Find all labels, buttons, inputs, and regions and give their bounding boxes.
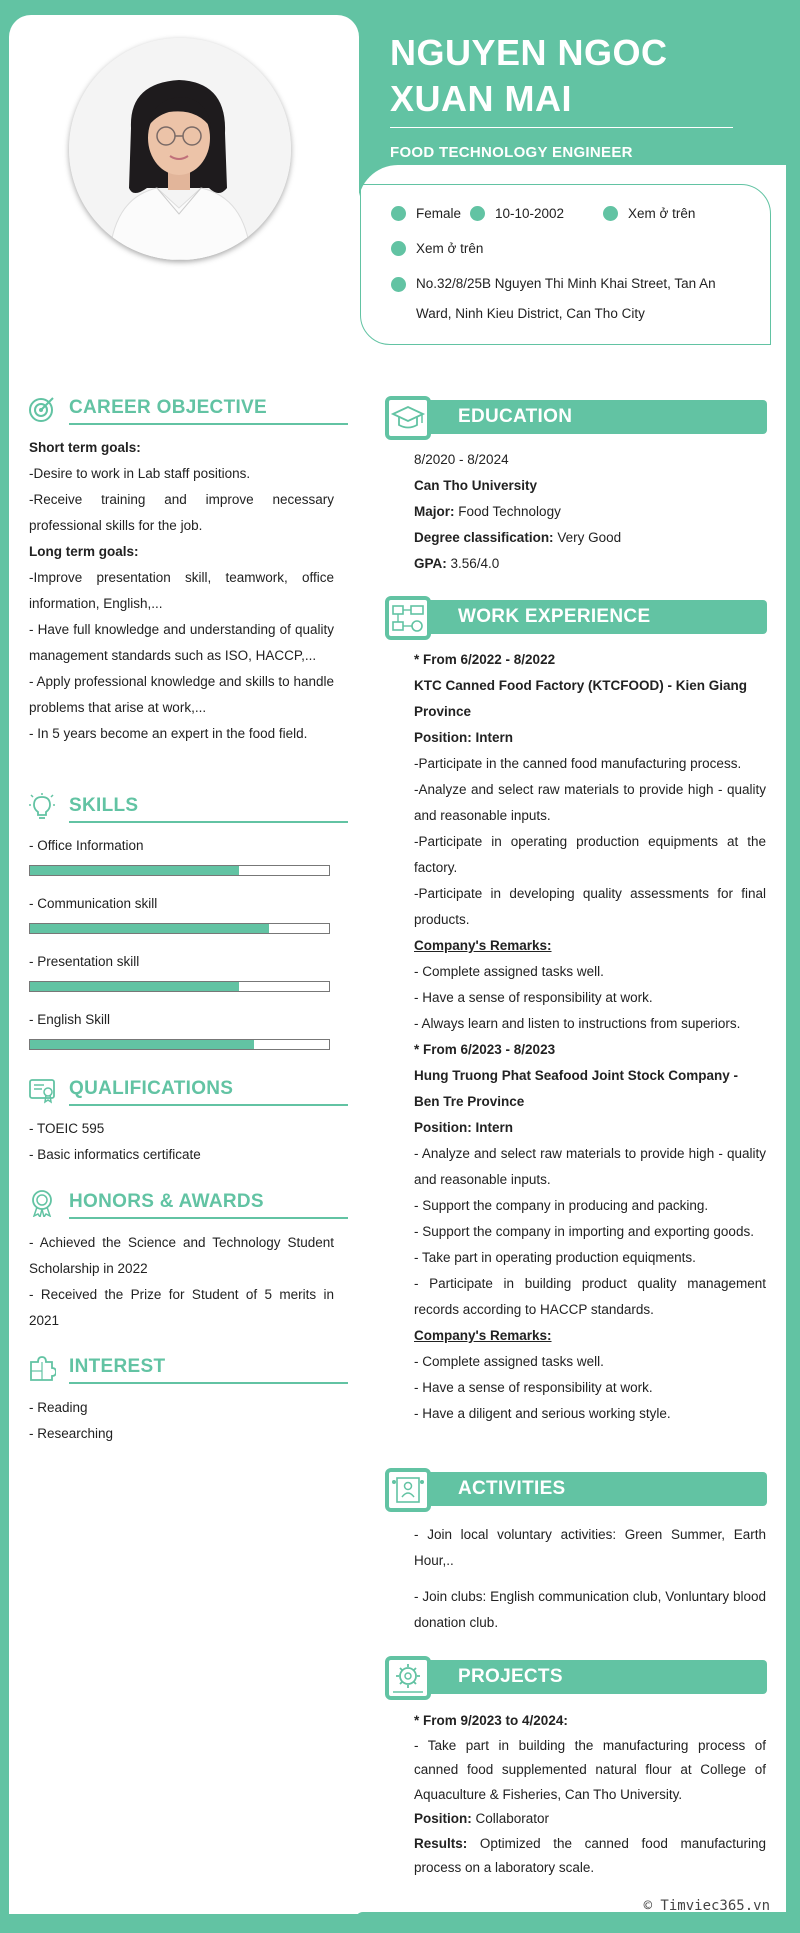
gender-item bbox=[391, 206, 461, 221]
calendar-icon bbox=[470, 206, 485, 221]
team-icon bbox=[389, 1472, 427, 1508]
skill-bar-fill bbox=[30, 866, 239, 875]
footer-brand[interactable]: © Timviec365.vn bbox=[643, 1898, 770, 1914]
gpa-label: GPA: bbox=[414, 556, 447, 571]
skill-bar bbox=[29, 865, 330, 876]
short-term-label: Short term goals: bbox=[29, 440, 141, 455]
heading-underline bbox=[69, 821, 348, 823]
address-item bbox=[391, 276, 716, 329]
address-line-1: No.32/8/25B Nguyen Thi Minh Khai Street, Tan An bbox=[416, 276, 716, 291]
puzzle-icon bbox=[28, 1354, 56, 1382]
project-description: - Take part in building the manufacturing process of canned food supplemented natural flour at College of Aquaculture & Fisheries, Can Tho University. bbox=[414, 1737, 766, 1802]
list-item: - Received the Prize for Student of 5 merits in 2021 bbox=[29, 1287, 334, 1328]
icon-frame bbox=[385, 1656, 431, 1700]
work-experience-title: WORK EXPERIENCE bbox=[458, 606, 651, 627]
skill-bar-fill bbox=[30, 982, 239, 991]
full-name bbox=[390, 30, 740, 122]
bottom-tab bbox=[355, 1912, 800, 1933]
list-item: - Researching bbox=[29, 1426, 114, 1441]
job-duty: - Support the company in producing and packing. bbox=[414, 1198, 709, 1213]
degree-label: Degree classification: bbox=[414, 530, 554, 545]
job-duty: -Participate in the canned food manufacturing process. bbox=[414, 756, 742, 771]
gpa-value: 3.56/4.0 bbox=[446, 556, 500, 571]
target-icon bbox=[28, 395, 56, 423]
job-duty: - Analyze and select raw materials to provide high - quality and reasonable inputs. bbox=[414, 1146, 766, 1187]
list-item: - Join local voluntary activities: Green Summer, Earth Hour,.. bbox=[414, 1527, 766, 1568]
gender-value: Female bbox=[416, 206, 462, 221]
education-heading bbox=[385, 396, 767, 436]
job-position: Position: Intern bbox=[414, 1120, 513, 1135]
remark: - Have a sense of responsibility at work. bbox=[414, 1380, 653, 1395]
interest-title: INTEREST bbox=[69, 1356, 166, 1377]
icon-frame bbox=[385, 396, 431, 440]
project-results-label: Results: bbox=[414, 1835, 468, 1851]
address-line-2: Ward, Ninh Kieu District, Can Tho City bbox=[416, 306, 645, 321]
career-objective-text bbox=[29, 435, 334, 747]
honors-title: HONORS & AWARDS bbox=[69, 1191, 264, 1212]
degree-value: Very Good bbox=[553, 530, 622, 545]
job-title: FOOD TECHNOLOGY ENGINEER bbox=[390, 144, 633, 161]
heading-underline bbox=[69, 423, 348, 425]
email-value[interactable]: Xem ở trên bbox=[416, 241, 484, 256]
qualifications-list bbox=[29, 1116, 334, 1168]
project-period: * From 9/2023 to 4/2024: bbox=[414, 1713, 568, 1728]
user-icon bbox=[391, 206, 406, 221]
job-duty: - Take part in operating production equiqments. bbox=[414, 1250, 696, 1265]
remark: - Complete assigned tasks well. bbox=[414, 1354, 604, 1369]
list-item: - Basic informatics certificate bbox=[29, 1147, 201, 1162]
education-details bbox=[414, 447, 766, 577]
list-item: - TOEIC 595 bbox=[29, 1121, 105, 1136]
job-period: * From 6/2023 - 8/2023 bbox=[414, 1042, 556, 1057]
award-icon bbox=[28, 1189, 56, 1217]
short-term-goal: -Receive training and improve necessary professional skills for the job. bbox=[29, 492, 334, 533]
home-icon bbox=[391, 277, 406, 292]
skills-title: SKILLS bbox=[69, 795, 139, 816]
long-term-goal: - Apply professional knowledge and skills to handle problems that arise at work,... bbox=[29, 674, 334, 715]
major-value: Food Technology bbox=[454, 504, 561, 519]
project-position-row bbox=[414, 1807, 766, 1832]
list-item: - Achieved the Science and Technology Student Scholarship in 2022 bbox=[29, 1235, 334, 1276]
remarks-label: Company's Remarks: bbox=[414, 1328, 552, 1343]
skill-label: - Communication skill bbox=[29, 896, 158, 911]
work-experience-details bbox=[414, 647, 766, 1427]
icon-frame bbox=[385, 596, 431, 640]
projects-title: PROJECTS bbox=[458, 1666, 563, 1687]
career-objective-title: CAREER OBJECTIVE bbox=[69, 397, 268, 418]
remark: - Complete assigned tasks well. bbox=[414, 964, 604, 979]
job-duty: -Participate in developing quality assessments for final products. bbox=[414, 886, 766, 927]
heading-underline bbox=[69, 1104, 348, 1106]
phone-value[interactable]: Xem ở trên bbox=[628, 206, 696, 221]
interest-list bbox=[29, 1395, 334, 1447]
heading-underline bbox=[69, 1217, 348, 1219]
career-objective-heading bbox=[28, 393, 350, 427]
activities-heading bbox=[385, 1468, 767, 1508]
project-position-value: Collaborator bbox=[471, 1811, 550, 1826]
skill-bar bbox=[29, 923, 330, 934]
activities-title: ACTIVITIES bbox=[458, 1478, 566, 1499]
skill-bar bbox=[29, 1039, 330, 1050]
job-duty: - Participate in building product quality management records according to HACCP standards. bbox=[414, 1276, 766, 1317]
heading-underline bbox=[69, 1382, 348, 1384]
graduation-cap-icon bbox=[389, 400, 427, 436]
icon-frame bbox=[385, 1468, 431, 1512]
certificate-icon bbox=[28, 1076, 56, 1104]
portrait-photo bbox=[69, 38, 291, 260]
honors-heading bbox=[28, 1187, 350, 1221]
avatar bbox=[69, 38, 291, 260]
job-duty: - Support the company in importing and exporting goods. bbox=[414, 1224, 754, 1239]
interest-heading bbox=[28, 1352, 350, 1386]
school-name: Can Tho University bbox=[414, 478, 538, 493]
name-line-1: NGUYEN NGOC bbox=[390, 32, 668, 73]
work-experience-heading bbox=[385, 596, 767, 636]
honors-list bbox=[29, 1230, 334, 1334]
gear-icon bbox=[389, 1660, 427, 1696]
skill-bar-fill bbox=[30, 924, 269, 933]
long-term-label: Long term goals: bbox=[29, 544, 139, 559]
qualifications-title: QUALIFICATIONS bbox=[69, 1078, 234, 1099]
list-item: - Join clubs: English communication club, Vonluntary blood donation club. bbox=[414, 1589, 766, 1630]
name-block bbox=[390, 30, 740, 161]
lightbulb-icon bbox=[28, 793, 56, 821]
remark: - Have a diligent and serious working style. bbox=[414, 1406, 671, 1421]
phone-item bbox=[603, 206, 695, 221]
name-line-2: XUAN MAI bbox=[390, 78, 572, 119]
skill-label: - Presentation skill bbox=[29, 954, 140, 969]
workflow-icon bbox=[389, 600, 427, 636]
email-item bbox=[391, 241, 483, 256]
long-term-goal: - Have full knowledge and understanding of quality management standards such as ISO, HACCP,... bbox=[29, 622, 334, 663]
remark: - Have a sense of responsibility at work. bbox=[414, 990, 653, 1005]
job-period: * From 6/2022 - 8/2022 bbox=[414, 652, 556, 667]
projects-heading bbox=[385, 1656, 767, 1696]
long-term-goal: -Improve presentation skill, teamwork, office information, English,... bbox=[29, 570, 334, 611]
birthday-item bbox=[470, 206, 564, 221]
major-label: Major: bbox=[414, 504, 455, 519]
gpa-row bbox=[414, 551, 766, 577]
skills-heading bbox=[28, 791, 350, 825]
activities-list bbox=[414, 1522, 766, 1636]
major-row bbox=[414, 499, 766, 525]
job-duty: -Analyze and select raw materials to provide high - quality and reasonable inputs. bbox=[414, 782, 766, 823]
project-results-value: Optimized the canned food manufacturing process on a laboratory scale. bbox=[414, 1835, 766, 1875]
skill-label: - Office Information bbox=[29, 838, 144, 853]
name-divider bbox=[390, 127, 733, 128]
address-value bbox=[416, 269, 716, 329]
education-period: 8/2020 - 8/2024 bbox=[414, 452, 509, 467]
job-position: Position: Intern bbox=[414, 730, 513, 745]
skill-bar bbox=[29, 981, 330, 992]
skill-label: - English Skill bbox=[29, 1012, 111, 1027]
project-position-label: Position: bbox=[414, 1811, 472, 1826]
long-term-goal: - In 5 years become an expert in the food field. bbox=[29, 726, 308, 741]
phone-icon bbox=[603, 206, 618, 221]
projects-details bbox=[414, 1709, 766, 1881]
remarks-label: Company's Remarks: bbox=[414, 938, 552, 953]
job-duty: -Participate in operating production equipments at the factory. bbox=[414, 834, 766, 875]
degree-row bbox=[414, 525, 766, 551]
short-term-goal: -Desire to work in Lab staff positions. bbox=[29, 466, 251, 481]
birthday-value: 10-10-2002 bbox=[495, 206, 565, 221]
education-title: EDUCATION bbox=[458, 406, 573, 427]
email-icon bbox=[391, 241, 406, 256]
company-name: KTC Canned Food Factory (KTCFOOD) - Kien Giang Province bbox=[414, 678, 747, 719]
list-item: - Reading bbox=[29, 1400, 88, 1415]
remark: - Always learn and listen to instructions from superiors. bbox=[414, 1016, 741, 1031]
skill-bar-fill bbox=[30, 1040, 254, 1049]
project-results-row bbox=[414, 1832, 766, 1881]
company-name: Hung Truong Phat Seafood Joint Stock Company - Ben Tre Province bbox=[414, 1068, 739, 1109]
qualifications-heading bbox=[28, 1074, 350, 1108]
